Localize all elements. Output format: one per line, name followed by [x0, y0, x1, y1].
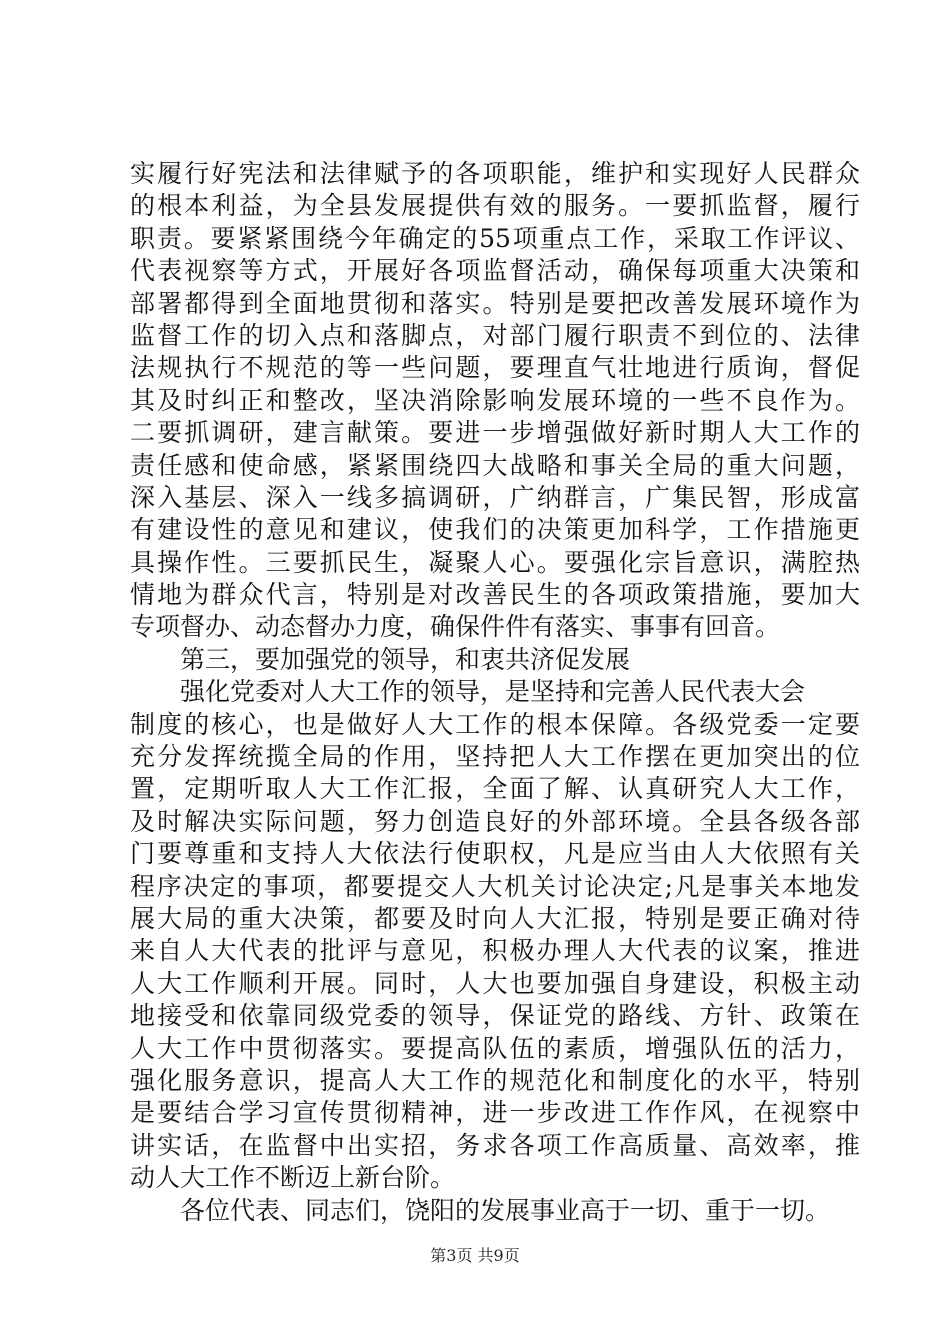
text-line: 充分发挥统揽全局的作用，坚持把人大工作摆在更加突出的位 [130, 742, 860, 772]
text-line: 人大工作中贯彻落实。要提高队伍的素质，增强队伍的活力， [130, 1033, 860, 1063]
text-line: 责任感和使命感，紧紧围绕四大战略和事关全局的重大问题， [130, 450, 860, 480]
text-line: 制度的核心，也是做好人大工作的根本保障。各级党委一定要 [130, 709, 860, 739]
text-line: 部署都得到全面地贯彻和落实。特别是要把改善发展环境作为 [130, 288, 860, 318]
text-line: 监督工作的切入点和落脚点，对部门履行职责不到位的、法律 [130, 320, 860, 350]
text-line: 深入基层、深入一线多搞调研，广纳群言，广集民智，形成富 [130, 482, 860, 512]
text-line: 各位代表、同志们，饶阳的发展事业高于一切、重于一切。 [180, 1195, 831, 1225]
text-line: 人大工作顺利开展。同时，人大也要加强自身建设，积极主动 [130, 968, 860, 998]
text-line: 强化党委对人大工作的领导，是坚持和完善人民代表大会 [180, 677, 806, 707]
text-line: 置，定期听取人大工作汇报，全面了解、认真研究人大工作， [130, 774, 860, 804]
text-line: 及时解决实际问题，努力创造良好的外部环境。全县各级各部 [130, 806, 860, 836]
text-line: 的根本利益，为全县发展提供有效的服务。一要抓监督，履行 [130, 191, 860, 221]
text-line: 情地为群众代言，特别是对改善民生的各项政策措施，要加大 [130, 580, 860, 610]
text-line: 其及时纠正和整改，坚决消除影响发展环境的一些不良作为。 [130, 385, 860, 415]
text-line: 职责。要紧紧围绕今年确定的55项重点工作，采取工作评议、 [130, 223, 860, 253]
text-line: 来自人大代表的批评与意见，积极办理人大代表的议案，推进 [130, 936, 860, 966]
page-footer: 第3页 共9页 [430, 1246, 520, 1265]
text-line: 展大局的重大决策，都要及时向人大汇报，特别是要正确对待 [130, 903, 860, 933]
text-line: 动人大工作不断迈上新台阶。 [130, 1163, 456, 1193]
text-line: 有建设性的意见和建议，使我们的决策更加科学，工作措施更 [130, 515, 860, 545]
text-line: 实履行好宪法和法律赋予的各项职能，维护和实现好人民群众 [130, 159, 860, 188]
text-line: 讲实话，在监督中出实招，务求各项工作高质量、高效率，推 [130, 1130, 860, 1160]
text-line: 二要抓调研，建言献策。要进一步增强做好新时期人大工作的 [130, 418, 860, 448]
text-line: 法规执行不规范的等一些问题，要理直气壮地进行质询，督促 [130, 353, 860, 383]
body-text [130, 158, 860, 1227]
text-line: 具操作性。三要抓民生，凝聚人心。要强化宗旨意识，满腔热 [130, 547, 860, 577]
text-line: 代表视察等方式，开展好各项监督活动，确保每项重大决策和 [130, 256, 860, 286]
text-line: 专项督办、动态督办力度，确保件件有落实、事事有回音。 [130, 612, 781, 642]
text-line: 地接受和依靠同级党委的领导，保证党的路线、方针、政策在 [130, 1001, 860, 1031]
text-line: 门要尊重和支持人大依法行使职权，凡是应当由人大依照有关 [130, 839, 860, 869]
text-line: 程序决定的事项，都要提交人大机关讨论决定;凡是事关本地发 [130, 871, 860, 901]
text-line: 是要结合学习宣传贯彻精神，进一步改进工作作风，在视察中 [130, 1098, 860, 1128]
text-line: 强化服务意识，提高人大工作的规范化和制度化的水平，特别 [130, 1065, 860, 1095]
section-heading: 第三，要加强党的领导，和衷共济促发展 [180, 644, 631, 674]
